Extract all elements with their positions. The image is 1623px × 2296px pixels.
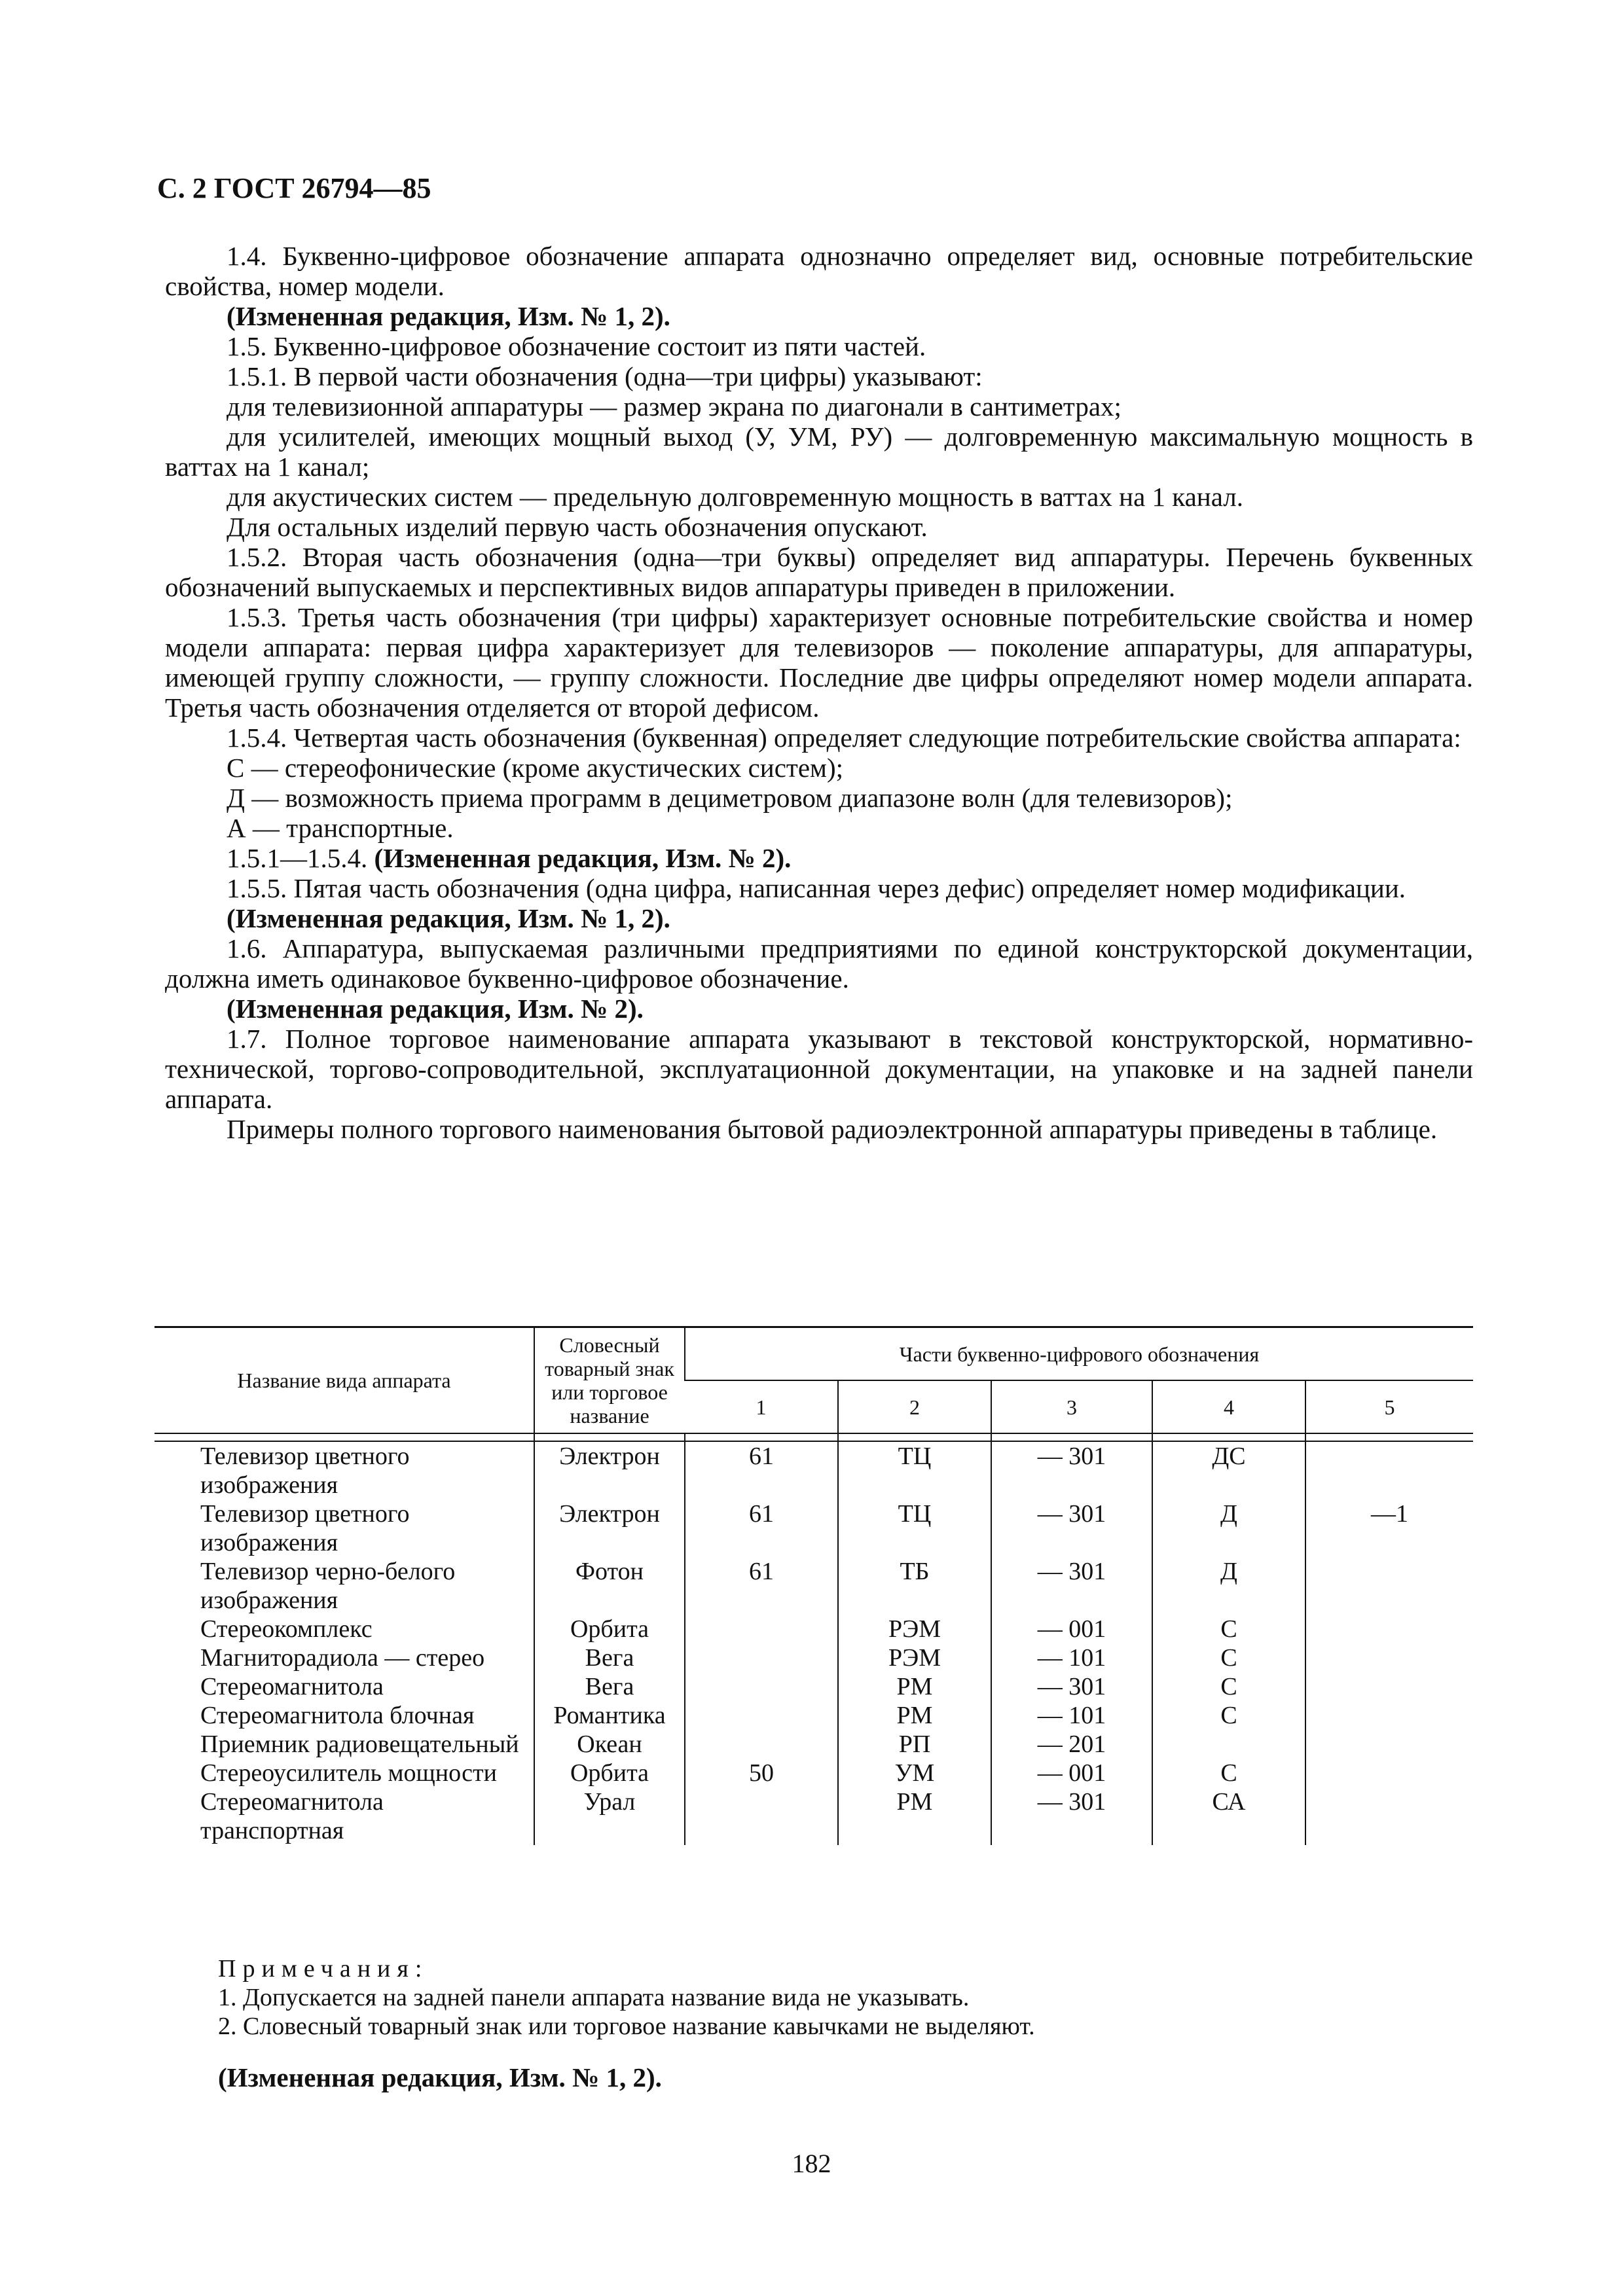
cell-brand: Фотон bbox=[534, 1557, 685, 1615]
paragraph: А — транспортные. bbox=[227, 813, 454, 843]
appliance-name: Телевизор черно-белого изображения bbox=[200, 1558, 456, 1614]
paragraph: (Измененная редакция, Изм. № 1, 2). bbox=[227, 301, 670, 331]
cell-p5 bbox=[1305, 1787, 1473, 1845]
header-cell-brand: Словесный товарный знак или торговое название bbox=[534, 1327, 685, 1434]
cell-p3: — 201 bbox=[991, 1730, 1152, 1759]
cell-p5 bbox=[1305, 1615, 1473, 1643]
cell-p4: Д bbox=[1152, 1499, 1305, 1557]
paragraph: 1.7. Полное торговое наименование аппарата указывают в текстовой конструкторской, нормативно-технической, торгово-сопроводительной, эксплуатационной документации, на упаковке и на задней панели аппарата. bbox=[165, 1024, 1473, 1114]
appliance-name: Стереоусилитель мощности bbox=[200, 1759, 497, 1787]
cell-brand: Урал bbox=[534, 1787, 685, 1845]
appliance-name: Приемник радиовещательный bbox=[200, 1731, 519, 1758]
cell-p5 bbox=[1305, 1643, 1473, 1672]
appliance-name: Стереомагнитола bbox=[200, 1673, 384, 1700]
cell-p2: ТБ bbox=[838, 1557, 991, 1615]
paragraph: 1.5.1. В первой части обозначения (одна—три цифры) указывают: bbox=[227, 361, 983, 391]
cell-p5 bbox=[1305, 1557, 1473, 1615]
appliance-name: Стереокомплекс bbox=[200, 1615, 373, 1643]
cell-p3: — 301 bbox=[991, 1787, 1152, 1845]
paragraph: 1.6. Аппаратура, выпускаемая различными предприятиями по единой конструкторской документации, должна иметь одинаковое буквенно-цифровое обозначение. bbox=[165, 933, 1473, 994]
cell-p5 bbox=[1305, 1701, 1473, 1730]
table-row bbox=[155, 1730, 1473, 1759]
cell-p2: РМ bbox=[838, 1701, 991, 1730]
table-row bbox=[155, 1441, 1473, 1499]
notes-title: Примечания: bbox=[218, 1955, 429, 1982]
cell-name bbox=[155, 1557, 534, 1615]
cell-p1: 50 bbox=[685, 1759, 838, 1787]
paragraph bbox=[165, 843, 1473, 873]
cell-p5 bbox=[1305, 1759, 1473, 1787]
amendment-reference: (Измененная редакция, Изм. № 1, 2). bbox=[218, 2062, 662, 2092]
cell-p1: 61 bbox=[685, 1557, 838, 1615]
cell-p4: С bbox=[1152, 1643, 1305, 1672]
cell-p1: 61 bbox=[685, 1441, 838, 1499]
paragraph: (Измененная редакция, Изм. № 1, 2). bbox=[227, 903, 670, 933]
cell-name bbox=[155, 1787, 534, 1845]
cell-p5 bbox=[1305, 1672, 1473, 1701]
cell-p1 bbox=[685, 1672, 838, 1701]
cell-brand: Электрон bbox=[534, 1499, 685, 1557]
paragraph: для телевизионной аппаратуры — размер экрана по диагонали в сантиметрах; bbox=[227, 391, 1122, 422]
cell-p1 bbox=[685, 1615, 838, 1643]
cell-brand: Электрон bbox=[534, 1441, 685, 1499]
cell-p4: СА bbox=[1152, 1787, 1305, 1845]
paragraph: Примеры полного торгового наименования бытовой радиоэлектронной аппаратуры приведены в таблице. bbox=[227, 1114, 1438, 1144]
cell-p1: 61 bbox=[685, 1499, 838, 1557]
cell-name bbox=[155, 1441, 534, 1499]
header-cell-part-1: 1 bbox=[756, 1395, 767, 1419]
cell-p5 bbox=[1305, 1441, 1473, 1499]
cell-name bbox=[155, 1643, 534, 1672]
note-item-1: 1. Допускается на задней панели аппарата название вида не указывать. bbox=[218, 1984, 970, 2011]
amendment-note: (Измененная редакция, Изм. № 2). bbox=[374, 843, 792, 873]
cell-p5 bbox=[1305, 1730, 1473, 1759]
table-row bbox=[155, 1643, 1473, 1672]
cell-name bbox=[155, 1672, 534, 1701]
cell-p4: Д bbox=[1152, 1557, 1305, 1615]
cell-name bbox=[155, 1759, 534, 1787]
cell-p3: — 301 bbox=[991, 1557, 1152, 1615]
cell-p4: С bbox=[1152, 1672, 1305, 1701]
header-cell-parts-group: Части буквенно-цифрового обозначения bbox=[685, 1327, 1473, 1381]
paragraph: для усилителей, имеющих мощный выход (У, УМ, РУ) — долговременную максимальную мощность в ваттах на 1 канал; bbox=[165, 422, 1473, 482]
cell-p2: РЭМ bbox=[838, 1643, 991, 1672]
cell-name bbox=[155, 1615, 534, 1643]
cell-name bbox=[155, 1701, 534, 1730]
table-row bbox=[155, 1499, 1473, 1557]
cell-brand: Океан bbox=[534, 1730, 685, 1759]
paragraph: 1.5.3. Третья часть обозначения (три цифры) характеризует основные потребительские свойства и номер модели аппарата: первая цифра характеризует для телевизоров — поколение аппаратуры, для аппаратуры, имеющей группу сложности, — группу сложности. Последние две цифры определяют номер модели аппарата. Третья часть обозначения отделяется от второй дефисом. bbox=[165, 602, 1473, 723]
cell-p2: РП bbox=[838, 1730, 991, 1759]
table-row bbox=[155, 1759, 1473, 1787]
paragraph: 1.5. Буквенно-цифровое обозначение состоит из пяти частей. bbox=[227, 331, 926, 361]
note-item-2: 2. Словесный товарный знак или торговое название кавычками не выделяют. bbox=[218, 2013, 1035, 2040]
header-cell-part-2: 2 bbox=[838, 1380, 991, 1433]
paragraph: 1.4. Буквенно-цифровое обозначение аппарата однозначно определяет вид, основные потребительские свойства, номер модели. bbox=[165, 241, 1473, 301]
paragraph: 1.5.2. Вторая часть обозначения (одна—три буквы) определяет вид аппаратуры. Перечень буквенных обозначений выпускаемых и перспективных видов аппаратуры приведен в приложении. bbox=[165, 542, 1473, 602]
table-row bbox=[155, 1787, 1473, 1845]
cell-p2: ТЦ bbox=[838, 1499, 991, 1557]
cell-p1 bbox=[685, 1643, 838, 1672]
cell-p4 bbox=[1152, 1730, 1305, 1759]
paragraph: для акустических систем — предельную долговременную мощность в ваттах на 1 канал. bbox=[227, 482, 1243, 512]
paragraph: С — стереофонические (кроме акустических систем); bbox=[227, 753, 844, 783]
cell-brand: Орбита bbox=[534, 1759, 685, 1787]
header-separator bbox=[155, 1433, 1473, 1441]
cell-brand: Орбита bbox=[534, 1615, 685, 1643]
cell-p4: ДС bbox=[1152, 1441, 1305, 1499]
cell-p1 bbox=[685, 1730, 838, 1759]
cell-p2: ТЦ bbox=[838, 1441, 991, 1499]
notes bbox=[218, 1954, 1035, 2041]
cell-p5: —1 bbox=[1305, 1499, 1473, 1557]
table-row bbox=[155, 1557, 1473, 1615]
cell-p4: С bbox=[1152, 1759, 1305, 1787]
cell-brand: Вега bbox=[534, 1643, 685, 1672]
table-row bbox=[155, 1701, 1473, 1730]
table-row bbox=[155, 1672, 1473, 1701]
appliance-name: Стереомагнитола транспортная bbox=[200, 1788, 384, 1844]
cell-name bbox=[155, 1499, 534, 1557]
table-row bbox=[155, 1615, 1473, 1643]
appliance-name: Телевизор цветного изображения bbox=[200, 1500, 410, 1556]
cell-brand: Романтика bbox=[534, 1701, 685, 1730]
appliance-name: Телевизор цветного изображения bbox=[200, 1443, 410, 1499]
cell-name bbox=[155, 1730, 534, 1759]
cell-p3: — 301 bbox=[991, 1441, 1152, 1499]
paragraph: Для остальных изделий первую часть обозначения опускают. bbox=[227, 512, 928, 542]
header-cell-part-4: 4 bbox=[1152, 1380, 1305, 1433]
cell-brand: Вега bbox=[534, 1672, 685, 1701]
cell-p2: РЭМ bbox=[838, 1615, 991, 1643]
cell-p1 bbox=[685, 1787, 838, 1845]
cell-p2: УМ bbox=[838, 1759, 991, 1787]
cell-p2: РМ bbox=[838, 1672, 991, 1701]
header-cell-part-3: 3 bbox=[991, 1380, 1152, 1433]
cell-p3: — 001 bbox=[991, 1759, 1152, 1787]
page-header: С. 2 ГОСТ 26794—85 bbox=[157, 172, 431, 204]
cell-p2: РМ bbox=[838, 1787, 991, 1845]
cell-p1 bbox=[685, 1701, 838, 1730]
body-text bbox=[165, 241, 1473, 1144]
paragraph: 1.5.4. Четвертая часть обозначения (буквенная) определяет следующие потребительские свойства аппарата: bbox=[227, 723, 1461, 753]
paragraph-lead: 1.5.1—1.5.4. bbox=[227, 843, 374, 873]
appliance-name: Стереомагнитола блочная bbox=[200, 1702, 475, 1729]
paragraph: (Измененная редакция, Изм. № 2). bbox=[227, 994, 644, 1024]
cell-p3: — 101 bbox=[991, 1701, 1152, 1730]
page-number: 182 bbox=[792, 2149, 831, 2178]
cell-p3: — 301 bbox=[991, 1672, 1152, 1701]
paragraph: 1.5.5. Пятая часть обозначения (одна цифра, написанная через дефис) определяет номер модификации. bbox=[227, 873, 1406, 903]
examples-table bbox=[155, 1326, 1473, 1845]
cell-p3: — 001 bbox=[991, 1615, 1152, 1643]
header-cell-name: Название вида аппарата bbox=[155, 1327, 534, 1434]
cell-p3: — 101 bbox=[991, 1643, 1152, 1672]
paragraph: Д — возможность приема программ в дециметровом диапазоне волн (для телевизоров); bbox=[227, 783, 1233, 813]
header-cell-part-5: 5 bbox=[1305, 1380, 1473, 1433]
examples-table-container bbox=[155, 1326, 1473, 1845]
appliance-name: Магниторадиола — стерео bbox=[200, 1644, 485, 1672]
cell-p3: — 301 bbox=[991, 1499, 1152, 1557]
cell-p4: С bbox=[1152, 1615, 1305, 1643]
cell-p4: С bbox=[1152, 1701, 1305, 1730]
table-body bbox=[155, 1433, 1473, 1845]
